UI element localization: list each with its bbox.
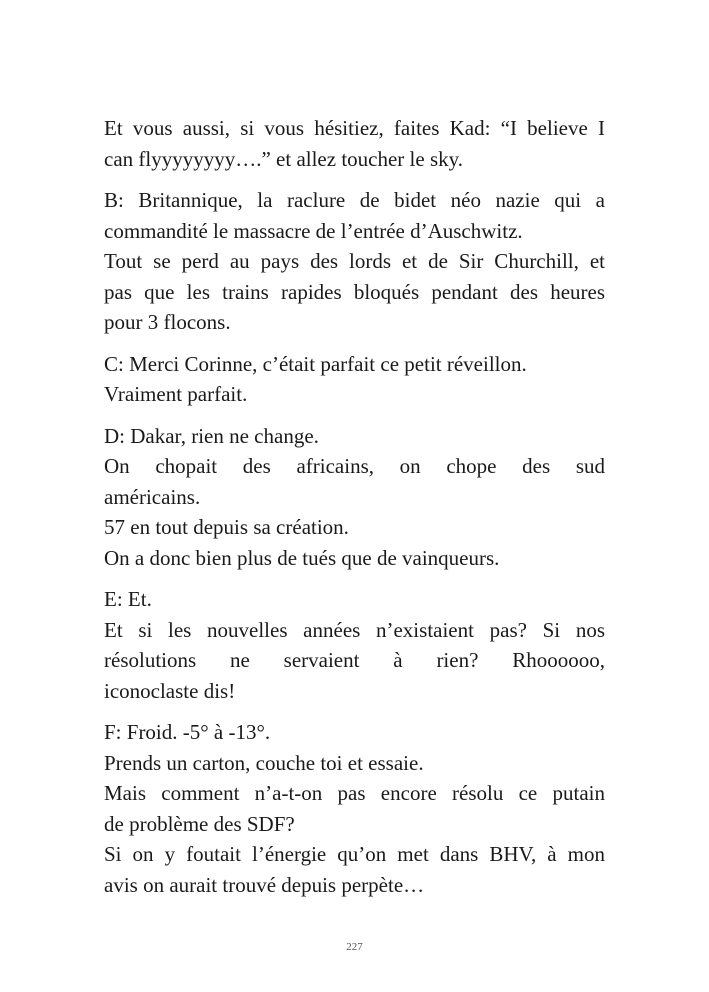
text-line: Prends un carton, couche toi et essaie. bbox=[104, 750, 424, 775]
text-line: iconoclaste dis! bbox=[104, 678, 236, 703]
text-line: 57 en tout depuis sa création. bbox=[104, 515, 349, 539]
text-line: pour 3 flocons. bbox=[104, 310, 231, 334]
text-line: Et si les nouvelles années n’existaient pas? Si nos bbox=[104, 617, 605, 642]
text-line: E: Et. bbox=[104, 587, 152, 611]
text-line: B: Britannique, la raclure de bidet néo nazie qui a bbox=[104, 188, 605, 212]
paragraph bbox=[104, 717, 605, 900]
text-line: Tout se perd au pays des lords et de Sir Churchill, et bbox=[104, 249, 605, 273]
text-line: Et vous aussi, si vous hésitiez, faites Kad: “I believe I bbox=[104, 116, 605, 140]
text-line: Mais comment n’a-t-on pas encore résolu ce putain bbox=[104, 781, 605, 805]
text-line: américains. bbox=[104, 484, 201, 509]
text-line: On chopait des africains, on chope des sud bbox=[104, 454, 605, 478]
paragraph bbox=[104, 113, 605, 174]
text-line: F: Froid. -5° à -13°. bbox=[104, 720, 271, 744]
paragraph bbox=[104, 421, 605, 574]
text-line: Vraiment parfait. bbox=[104, 382, 248, 406]
text-line: avis on aurait trouvé depuis perpète… bbox=[104, 872, 425, 897]
page-number: 227 bbox=[346, 941, 363, 953]
paragraph bbox=[104, 584, 605, 706]
text-line: Si on y foutait l’énergie qu’on met dans BHV, à mon bbox=[104, 842, 605, 866]
text-line: can flyyyyyyyy….” et allez toucher le sky. bbox=[104, 146, 464, 171]
text-line: pas que les trains rapides bloqués pendant des heures bbox=[104, 279, 605, 304]
text-line: de problème des SDF? bbox=[104, 811, 295, 836]
paragraph bbox=[104, 349, 605, 410]
paragraph bbox=[104, 185, 605, 338]
text-line: résolutions ne servaient à rien? Rhoooooo, bbox=[104, 648, 605, 672]
text-line: commandité le massacre de l’entrée d’Auschwitz. bbox=[104, 218, 523, 243]
text-line: C: Merci Corinne, c’était parfait ce petit réveillon. bbox=[104, 351, 527, 376]
text-line: On a donc bien plus de tués que de vainqueurs. bbox=[104, 545, 500, 570]
page-body bbox=[104, 113, 605, 911]
text-line: D: Dakar, rien ne change. bbox=[104, 423, 319, 448]
